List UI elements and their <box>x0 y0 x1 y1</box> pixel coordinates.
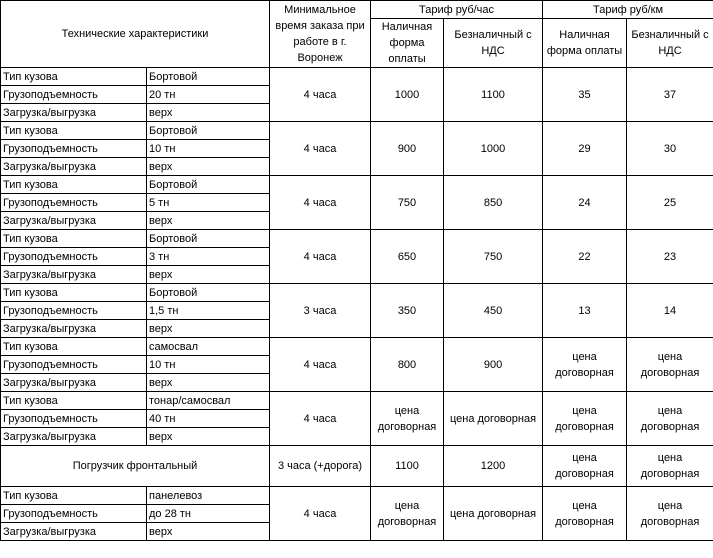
loading-label: Загрузка/выгрузка <box>1 523 147 541</box>
capacity-value: 10 тн <box>147 140 270 158</box>
min-time-value: 4 часа <box>270 68 371 122</box>
noncash-km-value: цена договорная <box>627 446 713 487</box>
noncash-km-value: цена договорная <box>627 392 713 446</box>
capacity-value: 40 тн <box>147 410 270 428</box>
cash-hour-value: 900 <box>371 122 444 176</box>
min-time-value: 3 часа (+дорога) <box>270 446 371 487</box>
noncash-km-value: 14 <box>627 284 713 338</box>
cash-km-value: 13 <box>543 284 627 338</box>
body-type-value: тонар/самосвал <box>147 392 270 410</box>
noncash-hour-value: 1000 <box>444 122 543 176</box>
min-time-value: 3 часа <box>270 284 371 338</box>
body-type-label: Тип кузова <box>1 487 147 505</box>
cash-hour-value: цена договорная <box>371 487 444 541</box>
noncash-km-value: 30 <box>627 122 713 176</box>
noncash-hour-value: цена договорная <box>444 392 543 446</box>
cash-hour-value: цена договорная <box>371 392 444 446</box>
cash-hour-value: 800 <box>371 338 444 392</box>
cash-km-value: цена договорная <box>543 487 627 541</box>
cash-km-value: 24 <box>543 176 627 230</box>
noncash-km-value: цена договорная <box>627 487 713 541</box>
noncash-km-value: цена договорная <box>627 338 713 392</box>
cash-km-value: 22 <box>543 230 627 284</box>
min-time-value: 4 часа <box>270 176 371 230</box>
capacity-label: Грузоподъемность <box>1 248 147 266</box>
noncash-km-value: 25 <box>627 176 713 230</box>
loading-value: верх <box>147 266 270 284</box>
vehicle-row <box>1 338 713 356</box>
loading-label: Загрузка/выгрузка <box>1 320 147 338</box>
vehicle-row <box>1 284 713 302</box>
cash-hour-value: 1000 <box>371 68 444 122</box>
capacity-label: Грузоподъемность <box>1 194 147 212</box>
capacity-label: Грузоподъемность <box>1 356 147 374</box>
noncash-hour-value: 1100 <box>444 68 543 122</box>
cash-hour-value: 1100 <box>371 446 444 487</box>
loading-label: Загрузка/выгрузка <box>1 104 147 122</box>
loading-label: Загрузка/выгрузка <box>1 374 147 392</box>
loading-label: Загрузка/выгрузка <box>1 428 147 446</box>
loading-value: верх <box>147 428 270 446</box>
body-type-value: Бортовой <box>147 68 270 86</box>
cash-hour-value: 350 <box>371 284 444 338</box>
header-min-time: Минимальное время заказа при работе в г. Воронеж <box>270 1 371 68</box>
vehicle-row <box>1 392 713 410</box>
loading-value: верх <box>147 158 270 176</box>
body-type-label: Тип кузова <box>1 68 147 86</box>
noncash-hour-value: 750 <box>444 230 543 284</box>
capacity-value: 20 тн <box>147 86 270 104</box>
noncash-hour-value: 900 <box>444 338 543 392</box>
loading-label: Загрузка/выгрузка <box>1 158 147 176</box>
capacity-value: 1,5 тн <box>147 302 270 320</box>
cash-km-value: 29 <box>543 122 627 176</box>
header-cash-km: Наличная форма оплаты <box>543 19 627 68</box>
body-type-label: Тип кузова <box>1 392 147 410</box>
noncash-hour-value: цена договорная <box>444 487 543 541</box>
min-time-value: 4 часа <box>270 338 371 392</box>
vehicle-row <box>1 230 713 248</box>
body-type-label: Тип кузова <box>1 338 147 356</box>
body-type-value: Бортовой <box>147 284 270 302</box>
loading-label: Загрузка/выгрузка <box>1 212 147 230</box>
min-time-value: 4 часа <box>270 230 371 284</box>
noncash-hour-value: 1200 <box>444 446 543 487</box>
loading-value: верх <box>147 212 270 230</box>
panel-truck-row <box>1 487 713 505</box>
cash-km-value: цена договорная <box>543 392 627 446</box>
cash-km-value: 35 <box>543 68 627 122</box>
capacity-label: Грузоподъемность <box>1 505 147 523</box>
loader-name: Погрузчик фронтальный <box>1 446 270 487</box>
noncash-hour-value: 450 <box>444 284 543 338</box>
cash-hour-value: 750 <box>371 176 444 230</box>
loading-value: верх <box>147 320 270 338</box>
vehicle-row <box>1 68 713 86</box>
body-type-value: панелевоз <box>147 487 270 505</box>
body-type-value: Бортовой <box>147 122 270 140</box>
capacity-label: Грузоподъемность <box>1 86 147 104</box>
body-type-value: Бортовой <box>147 176 270 194</box>
min-time-value: 4 часа <box>270 122 371 176</box>
loading-label: Загрузка/выгрузка <box>1 266 147 284</box>
min-time-value: 4 часа <box>270 392 371 446</box>
header-tariff-hour: Тариф руб/час <box>371 1 543 19</box>
capacity-label: Грузоподъемность <box>1 302 147 320</box>
capacity-label: Грузоподъемность <box>1 410 147 428</box>
loading-value: верх <box>147 523 270 541</box>
loading-value: верх <box>147 374 270 392</box>
vehicle-row <box>1 176 713 194</box>
noncash-km-value: 37 <box>627 68 713 122</box>
noncash-hour-value: 850 <box>444 176 543 230</box>
header-cash-hour: Наличная форма оплаты <box>371 19 444 68</box>
body-type-value: Бортовой <box>147 230 270 248</box>
header-specs: Технические характеристики <box>1 1 270 68</box>
cash-km-value: цена договорная <box>543 446 627 487</box>
capacity-value: 3 тн <box>147 248 270 266</box>
body-type-value: самосвал <box>147 338 270 356</box>
capacity-value: до 28 тн <box>147 505 270 523</box>
capacity-value: 5 тн <box>147 194 270 212</box>
body-type-label: Тип кузова <box>1 284 147 302</box>
loader-row <box>1 446 713 487</box>
header-tariff-km: Тариф руб/км <box>543 1 713 19</box>
header-row-1 <box>1 1 713 19</box>
min-time-value: 4 часа <box>270 487 371 541</box>
capacity-value: 10 тн <box>147 356 270 374</box>
loading-value: верх <box>147 104 270 122</box>
vehicle-row <box>1 122 713 140</box>
cash-km-value: цена договорная <box>543 338 627 392</box>
header-noncash-hour: Безналичный с НДС <box>444 19 543 68</box>
cash-hour-value: 650 <box>371 230 444 284</box>
noncash-km-value: 23 <box>627 230 713 284</box>
body-type-label: Тип кузова <box>1 122 147 140</box>
header-noncash-km: Безналичный с НДС <box>627 19 713 68</box>
body-type-label: Тип кузова <box>1 176 147 194</box>
body-type-label: Тип кузова <box>1 230 147 248</box>
capacity-label: Грузоподъемность <box>1 140 147 158</box>
